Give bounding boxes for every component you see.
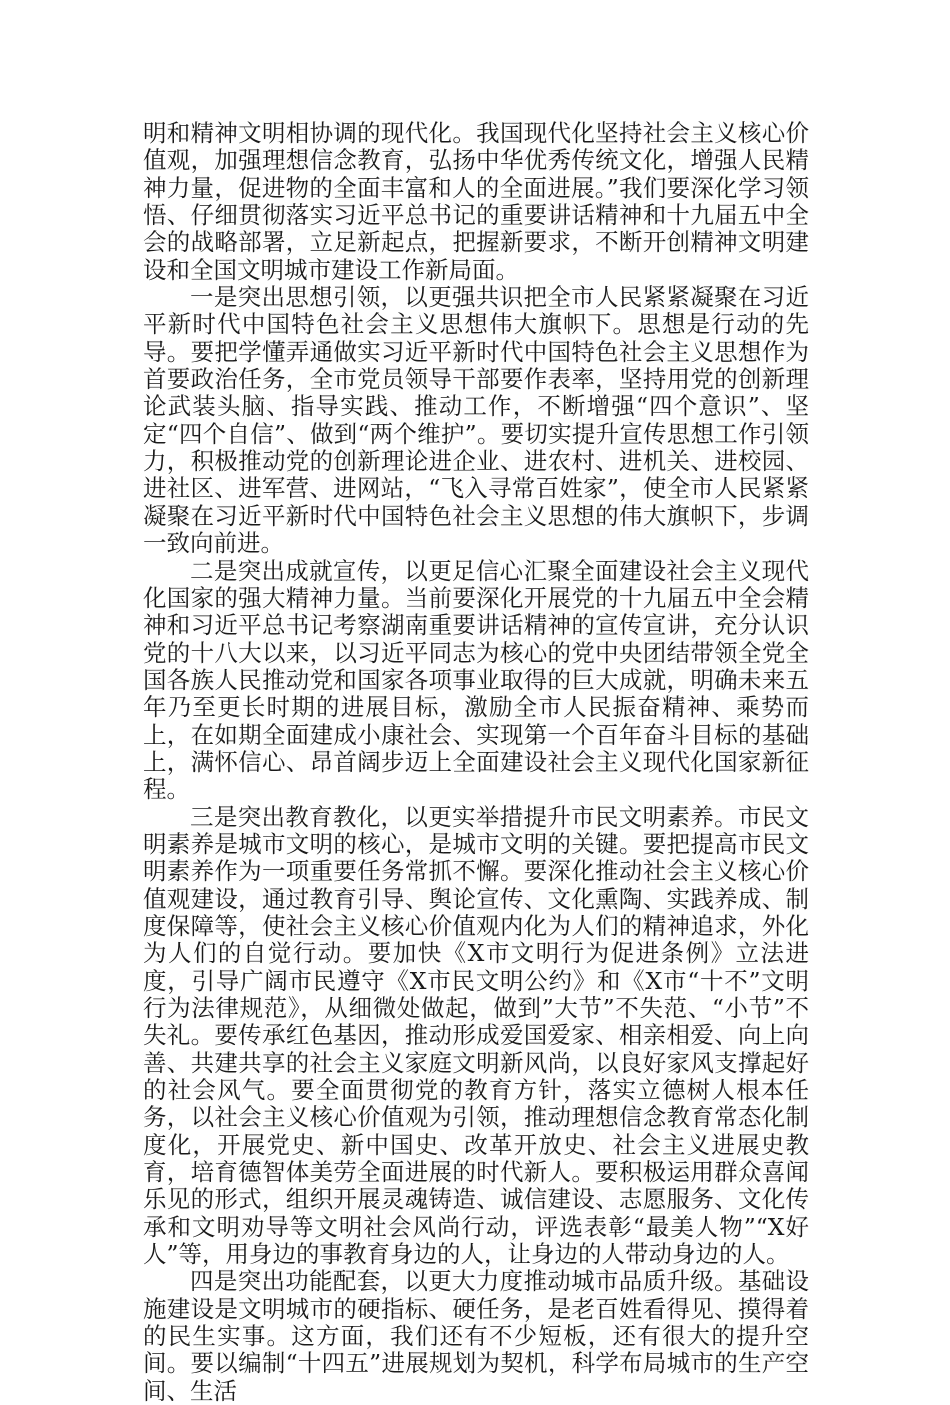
paragraph-point-one-ideology: 一是突出思想引领，以更强共识把全市人民紧紧凝聚在习近平新时代中国特色社会主义思想伟大旗帜下。思想是行动的先导。要把学懂弄通做实习近平新时代中国特色社会主义思想作为首要政治任务，全市党员领导干部要作表率，坚持用党的创新理论武装头脑、指导实践、推动工作，不断增强“四个意识”、坚定“四个自信”、做到“两个维护”。要切实提升宣传思想工作引领力，积极推动党的创新理论进企业、进农村、进机关、进校园、进社区、进军营、进网站，“飞入寻常百姓家”，使全市人民紧紧凝聚在习近平新时代中国特色社会主义思想的伟大旗帜下，步调一致向前进。 <box>143 283 809 558</box>
paragraph-intro-continuation: 明和精神文明相协调的现代化。我国现代化坚持社会主义核心价值观，加强理想信念教育，弘扬中华优秀传统文化，增强人民精神力量，促进物的全面丰富和人的全面进展。”我们要深化学习领悟、仔细贯彻落实习近平总书记的重要讲话精神和十九届五中全会的战略部署，立足新起点，把握新要求，不断开创精神文明建设和全国文明城市建设工作新局面。 <box>143 119 809 284</box>
paragraph-point-three-education: 三是突出教育教化，以更实举措提升市民文明素养。市民文明素养是城市文明的核心，是城市文明的关键。要把提高市民文明素养作为一项重要任务常抓不懈。要深化推动社会主义核心价值观建设，通过教育引导、舆论宣传、文化熏陶、实践养成、制度保障等，使社会主义核心价值观内化为人们的精神追求，外化为人们的自觉行动。要加快《X市文明行为促进条例》立法进度，引导广阔市民遵守《X市民文明公约》和《X市“十不”文明行为法律规范》，从细微处做起，做到”大节”不失范、“小节”不失礼。要传承红色基因，推动形成爱国爱家、相亲相爱、向上向善、共建共享的社会主义家庭文明新风尚，以良好家风支撑起好的社会风气。要全面贯彻党的教育方针，落实立德树人根本任务，以社会主义核心价值观为引领，推动理想信念教育常态化制度化，开展党史、新中国史、改革开放史、社会主义进展史教育，培育德智体美劳全面进展的时代新人。要积极运用群众喜闻乐见的形式，组织开展灵魂铸造、诚信建设、志愿服务、文化传承和文明劝导等文明社会风尚行动，评选表彰“最美人物”“X好人”等，用身边的事教育身边的人，让身边的人带动身边的人。 <box>143 802 809 1269</box>
paragraph-point-four-infrastructure: 四是突出功能配套，以更大力度推动城市品质升级。基础设施建设是文明城市的硬指标、硬任务，是老百姓看得见、摸得着的民生实事。这方面，我们还有不少短板，还有很大的提升空间。要以编制“十四五”进展规划为契机，科学布局城市的生产空间、生活 <box>143 1267 809 1405</box>
document-body <box>143 120 809 1405</box>
paragraph-point-two-achievements: 二是突出成就宣传，以更足信心汇聚全面建设社会主义现代化国家的强大精神力量。当前要深化开展党的十九届五中全会精神和习近平总书记考察湖南重要讲话精神的宣传宣讲，充分认识党的十八大以来，以习近平同志为核心的党中央团结带领全党全国各族人民推动党和国家各项事业取得的巨大成就，明确未来五年乃至更长时期的进展目标，激励全市人民振奋精神、乘势而上，在如期全面建成小康社会、实现第一个百年奋斗目标的基础上，满怀信心、昂首阔步迈上全面建设社会主义现代化国家新征程。 <box>143 556 809 804</box>
